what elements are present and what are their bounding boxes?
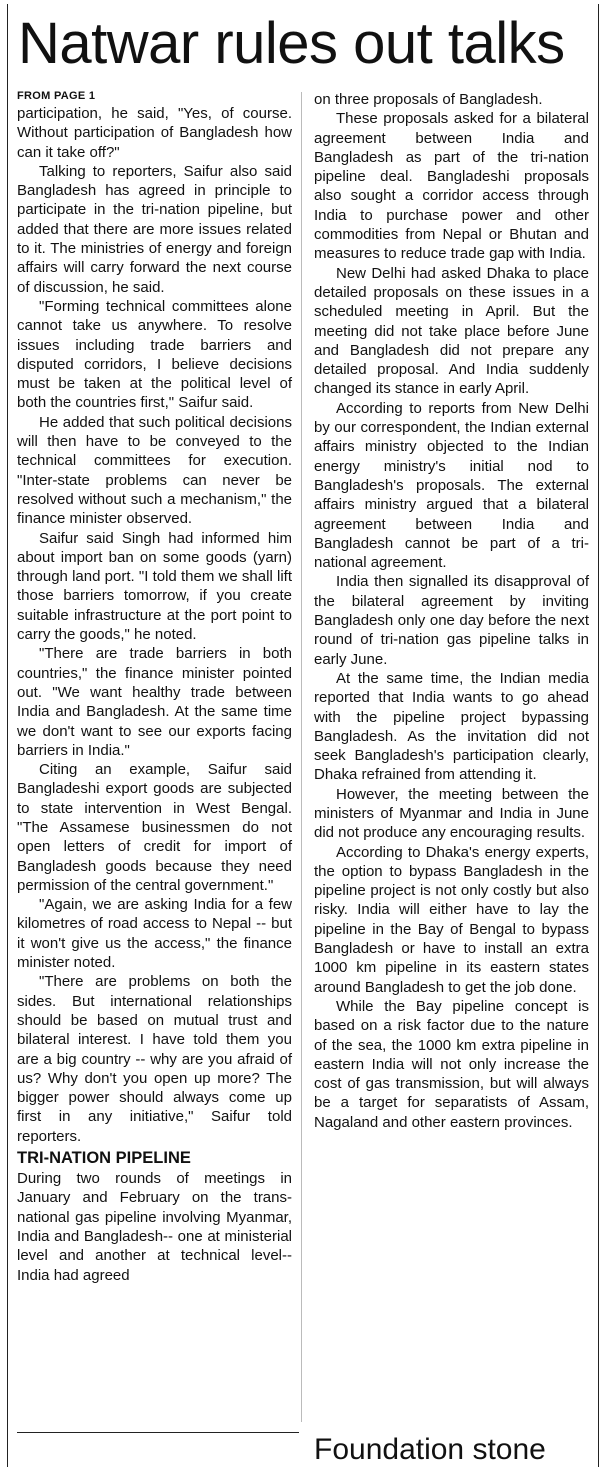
paragraph: According to Dhaka's energy experts, the option to bypass Bangladesh in the pipeline project is not only costly but also risky. India will either have to lay the pipeline in the Bay of Bengal to bypass Bangladesh or have to install an extra 1000 km pipeline in its eastern states around Bangladesh to get the job done. (314, 843, 589, 996)
paragraph: Citing an example, Saifur said Bangladeshi export goods are subjected to state intervention in West Bengal. "The Assamese businessmen do not open letters of credit for import of Bangladesh goods because they need permission of the central government." (17, 761, 292, 894)
paragraph: India then signalled its disapproval of the bilateral agreement by inviting Bangladesh only one day before the next round of tri-nation gas pipeline talks in early June. (314, 573, 589, 668)
paragraph: "There are trade barriers in both countries," the finance minister pointed out. "We want healthy trade between India and Bangladesh. At the same time we don't want to see our exports facing barriers in India." (17, 645, 292, 759)
left-border (7, 4, 8, 1467)
left-column (17, 90, 292, 1285)
right-column (314, 90, 589, 1132)
headline: Natwar rules out talks (18, 11, 565, 76)
paragraph: These proposals asked for a bilateral agreement between India and Bangladesh as part of the tri-nation pipeline deal. Bangladeshi proposals also sought a corridor access through India to purchase power and other commodities from Nepal or Bhutan and measures to reduce trade gap with India. (314, 110, 589, 263)
paragraph: "Again, we are asking India for a few kilometres of road access to Nepal -- but it won't give us the access," the finance minister noted. (17, 896, 292, 972)
continuation-label: FROM PAGE 1 (17, 90, 96, 102)
paragraph: While the Bay pipeline concept is based on a risk factor due to the nature of the sea, the 1000 km extra pipeline in eastern India will not only increase the cost of gas transmission, but will always be a target for separatists of Assam, Nagaland and other eastern provinces. (314, 997, 589, 1131)
paragraph: Talking to reporters, Saifur also said Bangladesh has agreed in principle to participate in the tri-nation pipeline, but added that there are more issues related to it. The ministries of energy and foreign affairs will carry forward the next course of discussion, he said. (17, 162, 292, 296)
footer-rule (17, 1432, 299, 1433)
paragraph: New Delhi had asked Dhaka to place detailed proposals on these issues in a scheduled meeting in April. But the meeting did not take place before June and Bangladesh did not prepare any detailed proposal. And India suddenly changed its stance in early April. (314, 264, 589, 398)
paragraph: At the same time, the Indian media reported that India wants to go ahead with the pipeline project bypassing Bangladesh. As the invitation did not seek Bangladesh's participation clearly, Dhaka refrained from attending it. (314, 669, 589, 784)
column-divider (301, 92, 302, 1422)
paragraph: During two rounds of meetings in January and February on the trans-national gas pipeline involving Myanmar, India and Bangladesh-- one at ministerial level and another at technical level-- India had agreed (17, 1170, 292, 1284)
paragraph: "There are problems on both the sides. But international relationships should be based on mutual trust and bilateral interest. I have told them you are a big country -- why are you afraid of us? Why don't you open up more? The bigger power should always come up first in any initiative," Saifur told reporters. (17, 973, 292, 1145)
paragraph: participation, he said, "Yes, of course. Without participation of Bangladesh how can it take off?" (17, 105, 292, 161)
paragraph: According to reports from New Delhi by our correspondent, the Indian external affairs ministry objected to the Indian energy ministry's initial nod to Bangladesh's proposals. The external affairs ministry argued that a bilateral agreement between India and Bangladesh cannot be part of a tri-national agreement. (314, 399, 589, 572)
subheading: TRI-NATION PIPELINE (17, 1149, 191, 1168)
next-article-headline: Foundation stone (314, 1433, 546, 1466)
paragraph: However, the meeting between the ministers of Myanmar and India in June did not produce any encouraging results. (314, 785, 589, 842)
paragraph: Saifur said Singh had informed him about import ban on some goods (yarn) through land port. "I told them we shall lift those barriers tomorrow, if you create suitable infrastructure at the port point to carry the goods," he noted. (17, 529, 292, 644)
paragraph: on three proposals of Bangladesh. (314, 91, 543, 108)
paragraph: He added that such political decisions will then have to be conveyed to the technical committees for execution. "Inter-state problems can never be resolved without such a mechanism," the finance minister observed. (17, 413, 292, 528)
paragraph: "Forming technical committees alone cannot take us anywhere. To resolve issues including trade barriers and disputed corridors, I believe decisions must be taken at the political level of both the countries first," Saifur said. (17, 297, 292, 412)
right-border (598, 4, 599, 1467)
